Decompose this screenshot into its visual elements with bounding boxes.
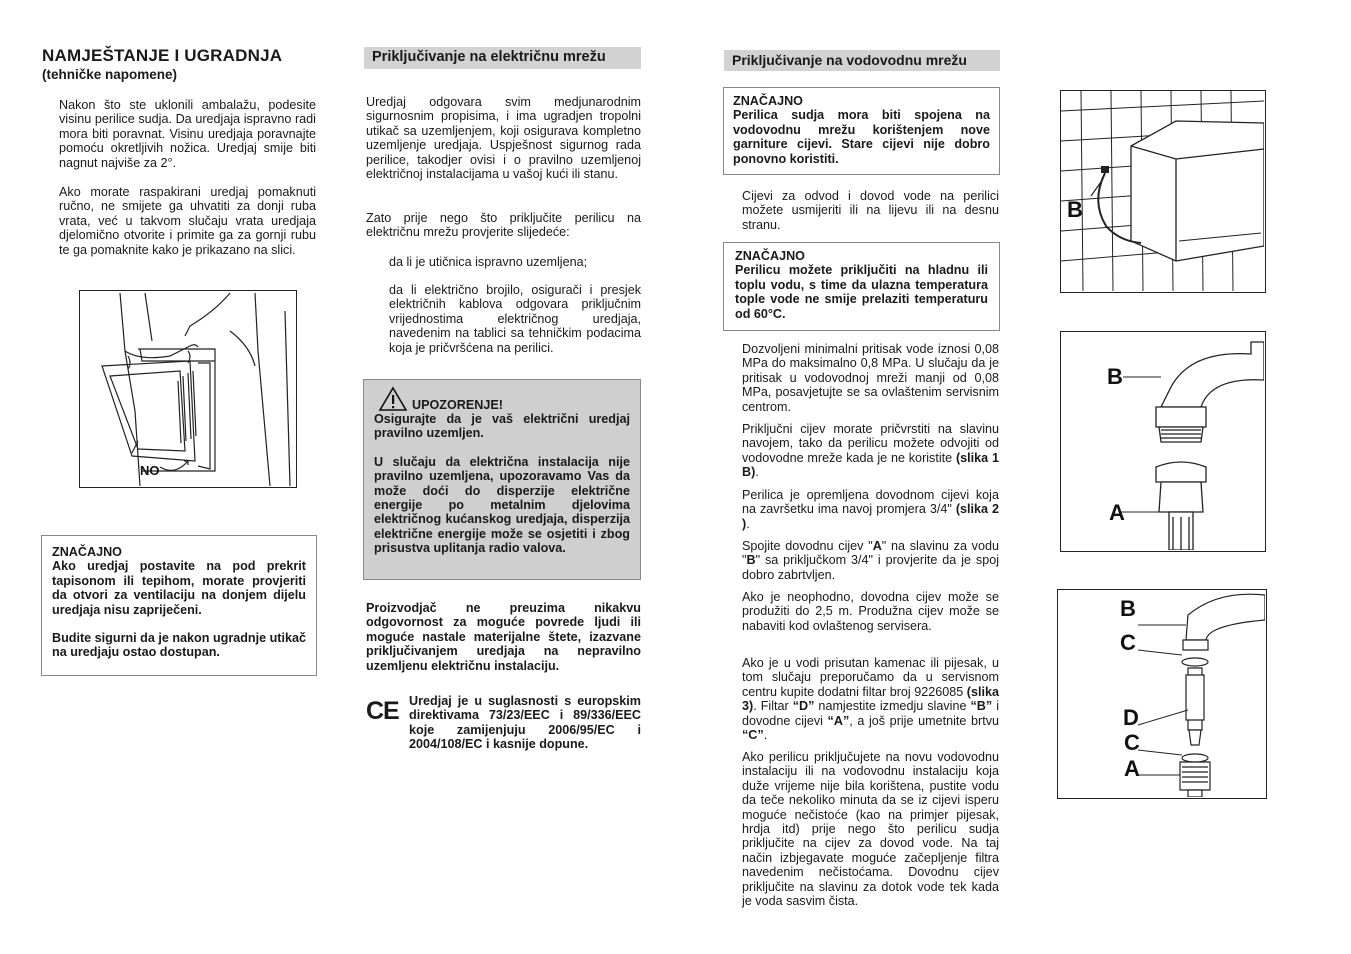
moving-dishwasher-figure <box>79 290 297 488</box>
important-note-box-2 <box>723 242 1000 331</box>
warning-text-2: U slučaju da električna instalacija nije pravilno uzemljena, upozoravamo Vas da može doći do disperzije električne energije po metalnim djelovima električnog kućanskog uredjaja, disperzija električne energije može se osjetiti i zbog prisustva uplitanja radio valova. <box>374 454 630 556</box>
filter-paragraph: Ako je u vodi prisutan kamenac ili pijesak, u tom slučaju preporučamo da u servisnom centru kupite dodatni filtar broj 9226085 (slika 3). Filtar “D” namjestite izmedju slavine “B” i dovodne cijevi “A”, a još prije umetnite brtvu “C”. <box>742 656 1000 743</box>
flush-pipes-paragraph: Ako perilicu priključujete na novu vodovodnu instalaciju ili na vodovodnu instalaciju koja duže vrijeme nije bila korištena, pustite vodu da teče nekoliko minuta da se iz cijevi isperu moguće nečistoće (kao na primjer pijesak, hrdja itd) prije nego što perilicu sudja priključite na cijev za dovod vode. Na taj način izbjegavate moguće začepljenje filtra navedenim nečistoćama. Dovodnu cijev priključite na slavinu za dotok vode tek kada je voda sasvim čista. <box>742 750 999 909</box>
connect-hose-paragraph: Spojite dovodnu cijev "A" na slavinu za vodu "B" sa priključkom 3/4" i provjerite da je spoj dobro zabrtvljen. <box>742 539 999 582</box>
no-label: NO <box>140 463 160 478</box>
fig1-label-b: B <box>1067 197 1083 222</box>
warning-box <box>363 379 641 580</box>
install-paragraph-1: Nakon što ste uklonili ambalažu, podesite visinu perilice sudja. Da uredjaja ispravno radi mora biti poravnat. Visinu uredjaja poravnajte pomoću okretljivih nožica. Uredjaj smije biti nagnut najviše za 2°. <box>59 98 316 170</box>
important-note-box <box>41 535 317 676</box>
warning-heading: UPOZORENJE! <box>412 398 503 412</box>
note1-heading: ZNAČAJNO <box>733 94 803 108</box>
note-text-2: Budite sigurni da je nakon ugradnje utikač na uredjaju ostao dostupan. <box>52 631 307 660</box>
ce-compliance-text: Uredjaj je u suglasnosti s europskim direktivama 73/23/EEC i 89/336/EEC koje zamijenjuju 2006/95/EC i 2004/108/EC i kasnije dopune. <box>409 694 641 752</box>
figure-1-dishwasher-connection <box>1060 90 1266 293</box>
ce-mark-icon: CE <box>366 697 399 725</box>
tap-hose-fitting-illustration <box>1061 332 1264 550</box>
electrical-paragraph-1: Uredjaj odgovara svim medjunarodnim sigurnosnim propisima, i ima ugradjen tropolni utikač sa uzemljenjem, koji osigurava kompletno uzemljenje uredjaja. Uspješnost sigurnog rada perilice, takodjer ovisi i o pravilno uzemljenoj električnoj instalacijama u vašoj kući ili stanu. <box>366 95 641 182</box>
inlet-hose-paragraph: Perilica je opremljena dovodnom cijevi koja na završetku ima navoj promjera 3/4" (slika 2 ). <box>742 488 999 531</box>
filter-installation-illustration <box>1058 590 1265 797</box>
fig3-label-c-bottom: C <box>1124 730 1140 755</box>
water-section-header: Priključivanje na vodovodnu mrežu <box>724 50 1000 71</box>
note2-text: Perilicu možete priključiti na hladnu ili toplu vodu, s time da ulazna temperatura tople vode ne smije prelaziti temperaturu od 60°C. <box>735 263 988 321</box>
fig2-label-a: A <box>1109 500 1125 525</box>
warning-triangle-icon <box>378 386 408 412</box>
fig3-label-c-top: C <box>1120 630 1136 655</box>
liability-statement: Proizvodjač ne preuzima nikakvu odgovornost za moguće povrede ljudi ili moguće nastale materijalne štete, izazvane priključivanjem uredjaja na nepravilno uzemljenu električnu instalaciju. <box>366 601 641 673</box>
install-paragraph-2: Ako morate raspakirani uredjaj pomaknuti ručno, ne smijete ga uhvatiti za donji ruba vrata, već u takvom slučaju vrata uredjaja djelomično otvorite i primite ga za gornji rubu te ga pomaknite kako je prikazano na slici. <box>59 185 316 257</box>
figure-2-tap-and-hose <box>1060 331 1266 552</box>
extension-hose-paragraph: Ako je neophodno, dovodna cijev može se produžiti do 2,5 m. Produžna cijev može se nabaviti kod ovlaštenog servisera. <box>742 590 999 633</box>
hose-direction-paragraph: Cijevi za odvod i dovod vode na perilici možete usmijeriti ili na lijevu ili na desnu stranu. <box>742 189 999 232</box>
pressure-paragraph: Dozvoljeni minimalni pritisak vode iznosi 0,08 MPa do maksimalno 0,8 MPa. U slučaju da je pritisak u vodovodnoj mreži manji od 0,08 MPa, posavjetujte se sa ovlaštenim servisnim centrom. <box>742 342 999 414</box>
fig3-label-b: B <box>1120 596 1136 621</box>
fig3-label-a: A <box>1124 756 1140 781</box>
electrical-section-header: Priključivanje na električnu mrežu <box>364 47 641 69</box>
fig3-label-d: D <box>1123 705 1139 730</box>
section-subtitle: (tehničke napomene) <box>42 67 178 82</box>
check-item-2: da li električno brojilo, osigurači i presjek električnih kablova odgovara priključnim vrijednostima električnog uredjaja, navedenim na tablici sa tehničkim podacima koja je pričvršćena na perilici. <box>389 283 641 355</box>
people-lifting-dishwasher-illustration <box>80 291 295 486</box>
note-heading: ZNAČAJNO <box>52 545 122 559</box>
warning-text-1: Osigurajte da je vaš električni uredjaj pravilno uzemljen. <box>374 412 630 441</box>
note-text-1: Ako uredjaj postavite na pod prekrit tapisonom ili tepihom, morate provjeriti da otvori za ventilaciju na donjem dijelu uredjaja nisu zapriječeni. <box>52 559 306 617</box>
electrical-paragraph-2: Zato prije nego što priključite perilicu na električnu mrežu provjerite slijedeće: <box>366 211 641 240</box>
important-note-box-1 <box>723 87 1000 175</box>
section-title: NAMJEŠTANJE I UGRADNJA <box>42 46 283 65</box>
figure-3-filter-assembly <box>1057 589 1267 799</box>
dishwasher-tap-illustration <box>1061 91 1264 291</box>
tap-connection-paragraph: Priključni cijev morate pričvrstiti na slavinu navojem, tako da perilicu možete odvojiti od vodovodne mreže kada je ne koristite (slika 1 B). <box>742 422 999 480</box>
fig2-label-b: B <box>1107 364 1123 389</box>
note2-heading: ZNAČAJNO <box>735 249 805 263</box>
check-item-1: da li je utičnica ispravno uzemljena; <box>389 255 588 269</box>
note1-text: Perilica sudja mora biti spojena na vodovodnu mrežu korištenjem nove garniture cijevi. Stare cijevi nije dobro ponovno koristiti. <box>733 108 990 166</box>
